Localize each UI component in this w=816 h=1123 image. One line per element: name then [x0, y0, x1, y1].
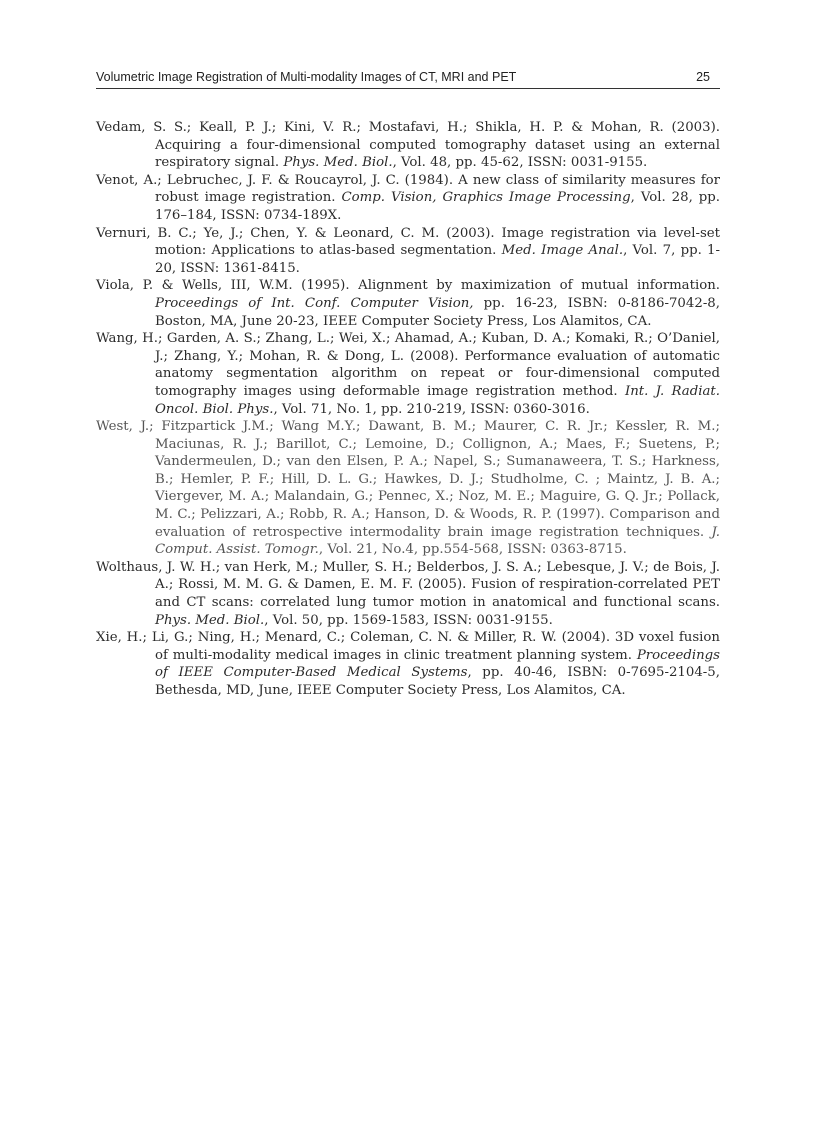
journal-title: Med. Image Anal.: [501, 243, 624, 259]
reference-entry: Viola, P. & Wells, III, W.M. (1995). Alignment by maximization of mutual information. Proceedings of Int. Conf. Computer Vision, pp. 16-23, ISBN: 0-8186-7042-8, Boston, MA, June 20-23, IEEE Computer Society Press, Los Alamitos, CA.: [96, 278, 720, 329]
journal-title: J. Comput. Assist. Tomogr.: [155, 524, 720, 558]
reference-entry: Vedam, S. S.; Keall, P. J.; Kini, V. R.; Mostafavi, H.; Shikla, H. P. & Mohan, R. (2003). Acquiring a four-dimensional computed tomography dataset using an external respiratory signal. Phys. Med. Biol., Vol. 48, pp. 45-62, ISSN: 0031-9155.: [96, 120, 720, 171]
reference-entry: Wang, H.; Garden, A. S.; Zhang, L.; Wei, X.; Ahamad, A.; Kuban, D. A.; Komaki, R.; O’Daniel, J.; Zhang, Y.; Mohan, R. & Dong, L. (2008). Performance evaluation of automatic anatomy segmentation algorithm on repeat or four-dimensional computed tomography images using deformable image registration method. Int. J. Radiat. Oncol. Biol. Phys., Vol. 71, No. 1, pp. 210-219, ISSN: 0360-3016.: [96, 331, 720, 417]
journal-title: Proceedings of IEEE Computer-Based Medical Systems: [155, 647, 720, 681]
reference-entry: West, J.; Fitzpartick J.M.; Wang M.Y.; Dawant, B. M.; Maurer, C. R. Jr.; Kessler, R. M.; Maciunas, R. J.; Barillot, C.; Lemoine, D.; Collignon, A.; Maes, F.; Suetens, P.; Vandermeulen, D.; van den Elsen, P. A.; Napel, S.; Sumanaweera, T. S.; Harkness, B.; Hemler, P. F.; Hill, D. L. G.; Hawkes, D. J.; Studholme, C. ; Maintz, J. B. A.; Viergever, M. A.; Malandain, G.; Pennec, X.; Noz, M. E.; Maguire, G. Q. Jr.; Pollack, M. C.; Pelizzari, A.; Robb, R. A.; Hanson, D. & Woods, R. P. (1997). Comparison and evaluation of retrospective intermodality brain image registration techniques. J. Comput. Assist. Tomogr., Vol. 21, No.4, pp.554-568, ISSN: 0363-8715.: [96, 419, 720, 558]
reference-entry: Wolthaus, J. W. H.; van Herk, M.; Muller, S. H.; Belderbos, J. S. A.; Lebesque, J. V.; de Bois, J. A.; Rossi, M. M. G. & Damen, E. M. F. (2005). Fusion of respiration-correlated PET and CT scans: correlated lung tumor motion in anatomical and functional scans. Phys. Med. Biol., Vol. 50, pp. 1569-1583, ISSN: 0031-9155.: [96, 559, 720, 628]
page-number: 25: [696, 70, 710, 84]
reference-entry: Xie, H.; Li, G.; Ning, H.; Menard, C.; Coleman, C. N. & Miller, R. W. (2004). 3D voxel fusion of multi-modality medical images in clinic treatment planning system. Proceedings of IEEE Computer-Based Medical Systems, pp. 40-46, ISBN: 0-7695-2104-5, Bethesda, MD, June, IEEE Computer Society Press, Los Alamitos, CA.: [96, 630, 720, 698]
running-header-title: Volumetric Image Registration of Multi-modality Images of CT, MRI and PET: [96, 70, 517, 84]
journal-title: Int. J. Radiat. Oncol. Biol. Phys.: [155, 383, 720, 417]
reference-list: [96, 119, 720, 700]
journal-title: Proceedings of Int. Conf. Computer Vision,: [155, 295, 474, 311]
journal-title: Phys. Med. Biol.: [155, 612, 265, 628]
running-header: [96, 70, 720, 89]
journal-title: Comp. Vision, Graphics Image Processing: [341, 190, 631, 206]
journal-title: Phys. Med. Biol.: [283, 155, 393, 171]
reference-entry: Vernuri, B. C.; Ye, J.; Chen, Y. & Leonard, C. M. (2003). Image registration via level-set motion: Applications to atlas-based segmentation. Med. Image Anal., Vol. 7, pp. 1-20, ISSN: 1361-8415.: [96, 225, 721, 276]
reference-entry: Venot, A.; Lebruchec, J. F. & Roucayrol, J. C. (1984). A new class of similarity measures for robust image registration. Comp. Vision, Graphics Image Processing, Vol. 28, pp. 176–184, ISSN: 0734-189X.: [96, 172, 721, 223]
